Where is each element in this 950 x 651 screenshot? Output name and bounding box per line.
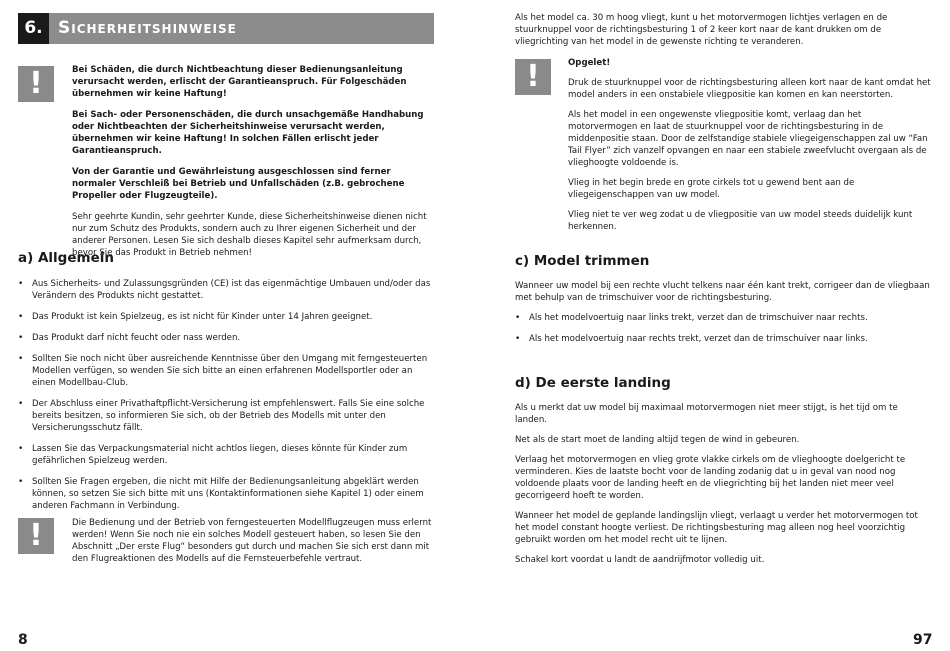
list-item: • Das Produkt ist kein Spielzeug, es ist nicht für Kinder unter 14 Jahren geeignet. <box>18 311 434 323</box>
chapter-title: Sicherheitshinweise <box>58 18 237 38</box>
page-number-right: 97 <box>913 632 933 648</box>
warning-icon <box>18 66 54 102</box>
caution-paragraph: Als het model in een ongewenste vliegpositie komt, verlaag dan het motorvermogen en laat de stuurknuppel voor de richtingsbesturing in de middenpositie staan. Door de zelfstandige stabiele vliegeigenschappen zal uw “Fan Tail Flyer” zich vanzelf opvangen en naar een stabiele zweefvlucht overgaan als de vlieghoogte voldoende is. <box>568 110 928 168</box>
warning-paragraph: Die Bedienung und der Betrieb von ferngesteuerten Modellflugzeugen muss erlernt werden! Wenn Sie noch nie ein solches Modell gesteuert haben, so lesen Sie den Abschnitt „Der erste Flug“ besonders gut durch und machen Sie sich erst dann mit den Flugreaktionen des Modells auf die Fernsteuerbefehle vertraut. <box>72 518 432 564</box>
paragraph: Als het model ca. 30 m hoog vliegt, kunt u het motorvermogen lichtjes verlagen en de stuurknuppel voor de richtingsbesturing 1 of 2 keer kort naar de kant drukken om de vliegrichting van het model in de gewenste richting te veranderen. <box>515 13 888 47</box>
warning-paragraph: Bei Sach- oder Personenschäden, die durch unsachgemäße Handhabung oder Nichtbeachten der Sicherheitshinweise verursacht werden, übernehmen wir keine Haftung! In solchen Fällen erlischt jeder Garantieanspruch. <box>72 110 424 156</box>
paragraph: Verlaag het motorvermogen en vlieg grote vlakke cirkels om de vlieghoogte doelgericht te verminderen. Kies de laatste bocht voor de landing zodanig dat u in geval van nood nog voldoende plaats voor de landing heeft en de vliegrichting bij het landen niet meer veel gecorrigeerd hoeft te worden. <box>515 455 906 501</box>
warning-paragraph: Von der Garantie und Gewährleistung ausgeschlossen sind ferner normaler Verschleiß bei Betrieb und Unfallschäden (z.B. gebrochene Propeller oder Flugzeugteile). <box>72 167 405 201</box>
exclamation-icon: ! <box>29 66 43 101</box>
list-item: • Das Produkt darf nicht feucht oder nass werden. <box>18 332 434 344</box>
page-number-left: 8 <box>18 632 28 648</box>
caution-paragraph: Vlieg niet te ver weg zodat u de vliegpositie van uw model steeds duidelijk kunt herkennen. <box>568 210 913 232</box>
exclamation-icon: ! <box>29 518 43 553</box>
list-item: • Als het modelvoertuig naar rechts trekt, verzet dan de trimschuiver naar links. <box>515 333 931 345</box>
section-title-eerste-landing: d) De eerste landing <box>515 375 671 391</box>
paragraph: Net als de start moet de landing altijd tegen de wind in gebeuren. <box>515 435 800 445</box>
caution-label: Opgelet! <box>568 58 611 68</box>
exclamation-icon: ! <box>526 59 540 94</box>
paragraph: Schakel kort voordat u landt de aandrijfmotor volledig uit. <box>515 555 765 565</box>
caution-text-block <box>568 57 931 233</box>
intro-paragraph: Sehr geehrte Kundin, sehr geehrter Kunde, diese Sicherheitshinweise dienen nicht nur zum Schutz des Produkts, sondern auch zu Ihrer eigenen Sicherheit und der anderer Personen. Lesen Sie sich deshalb dieses Kapitel sehr aufmerksam durch, bevor Sie das Produkt in Betrieb nehmen! <box>72 212 427 258</box>
list-item: • Aus Sicherheits- und Zulassungsgründen (CE) ist das eigenmächtige Umbauen und/oder das Verändern des Produkts nicht gestattet. <box>18 278 434 302</box>
list-item: • Der Abschluss einer Privathaftpflicht-Versicherung ist empfehlenswert. Falls Sie eine solche bereits besitzen, so informieren Sie sich, ob der Betrieb des Modells mit unter den Versicherungsschutz fällt. <box>18 398 434 434</box>
section-title-model-trimmen: c) Model trimmen <box>515 253 650 269</box>
warning-paragraph: Bei Schäden, die durch Nichtbeachtung dieser Bedienungsanleitung verursacht werden, erlischt der Garantieanspruch. Für Folgeschäden übernehmen wir keine Haftung! <box>72 65 407 99</box>
trimmen-bullet-list <box>515 312 931 354</box>
list-item: • Sollten Sie Fragen ergeben, die nicht mit Hilfe der Bedienungsanleitung abgeklärt werden können, so setzen Sie sich bitte mit uns (Kontaktinformationen siehe Kapitel 1) oder einem anderen Fachmann in Verbindung. <box>18 476 434 512</box>
paragraph: Wanneer uw model bij een rechte vlucht telkens naar één kant trekt, corrigeer dan de vliegbaan met behulp van de trimschuiver voor de richtingsbesturing. <box>515 281 930 303</box>
chapter-header <box>18 13 434 44</box>
caution-paragraph: Druk de stuurknuppel voor de richtingsbesturing alleen kort naar de kant omdat het model anders in een onstabiele vliegpositie kan komen en kan neerstorten. <box>568 78 931 100</box>
landing-text-block <box>515 402 931 566</box>
warning-text-block <box>72 517 434 565</box>
list-item: • Als het modelvoertuig naar links trekt, verzet dan de trimschuiver naar rechts. <box>515 312 931 324</box>
warning-icon <box>515 59 551 95</box>
allgemein-bullet-list <box>18 278 434 521</box>
warning-text-block <box>72 64 434 259</box>
list-item: • Lassen Sie das Verpackungsmaterial nicht achtlos liegen, dieses könnte für Kinder zum gefährlichen Spielzeug werden. <box>18 443 434 467</box>
top-paragraph-block <box>515 12 931 48</box>
paragraph: Wanneer het model de geplande landingslijn vliegt, verlaagt u verder het motorvermogen tot het model constant hoogte verliest. De richtingsbesturing mag alleen nog heel voorzichtig gebruikt worden om het model recht uit te lijnen. <box>515 511 918 545</box>
trimmen-intro-block <box>515 280 931 304</box>
list-item: • Sollten Sie noch nicht über ausreichende Kenntnisse über den Umgang mit ferngesteuerten Modellen verfügen, so wenden Sie sich bitte an einen erfahrenen Modellsportler oder an einen Modellbau-Club. <box>18 353 434 389</box>
warning-icon <box>18 518 54 554</box>
section-title-allgemein: a) Allgemein <box>18 250 114 266</box>
caution-paragraph: Vlieg in het begin brede en grote cirkels tot u gewend bent aan de vliegeigenschappen van uw model. <box>568 178 855 200</box>
chapter-number: 6. <box>18 13 49 44</box>
paragraph: Als u merkt dat uw model bij maximaal motorvermogen niet meer stijgt, is het tijd om te landen. <box>515 403 898 425</box>
